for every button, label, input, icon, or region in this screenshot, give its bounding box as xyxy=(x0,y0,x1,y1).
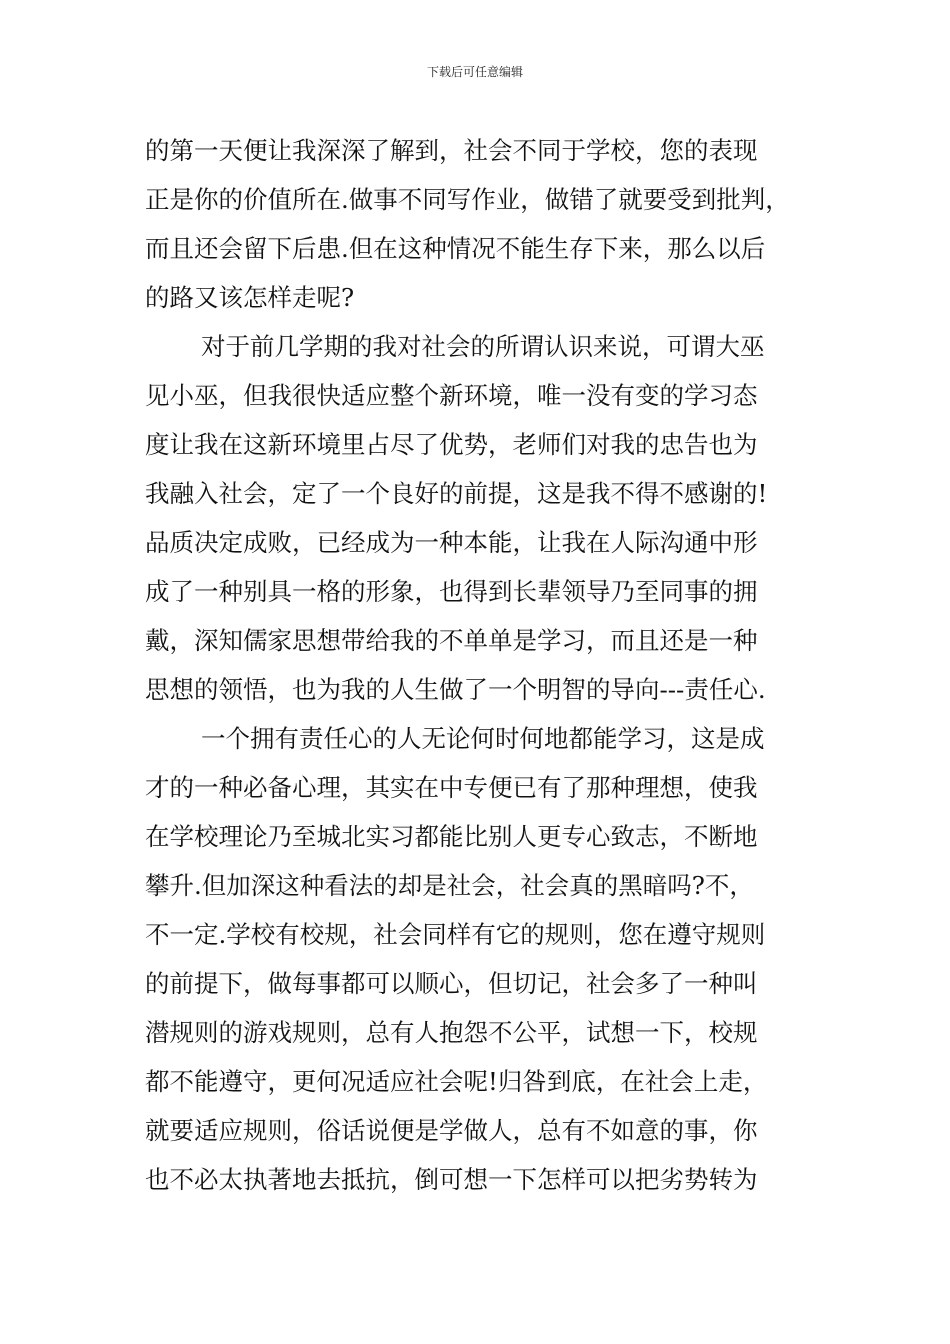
text-line: 品质决定成败，已经成为一种本能，让我在人际沟通中形 xyxy=(145,528,758,557)
text-line: 成了一种别具一格的形象，也得到长辈领导乃至同事的拥 xyxy=(145,577,758,606)
text-line: 而且还会留下后患.但在这种情况不能生存下来，那么以后 xyxy=(145,234,766,263)
text-line: 才的一种必备心理，其实在中专便已有了那种理想，使我 xyxy=(145,773,758,802)
text-line: 不一定.学校有校规，社会同样有它的规则，您在遵守规则 xyxy=(145,920,766,949)
text-line: 都不能遵守，更何况适应社会呢!归咎到底，在社会上走， xyxy=(145,1067,768,1096)
text-line: 在学校理论乃至城北实习都能比别人更专心致志，不断地 xyxy=(145,822,758,851)
text-line: 的路又该怎样走呢? xyxy=(145,283,355,312)
document-body xyxy=(145,126,815,1204)
text-line: 的前提下，做每事都可以顺心，但切记，社会多了一种叫 xyxy=(145,969,758,998)
text-line: 正是你的价值所在.做事不同写作业，做错了就要受到批判， xyxy=(145,185,790,214)
page-header: 下载后可任意编辑 xyxy=(426,65,523,79)
text-line: 见小巫，但我很快适应整个新环境，唯一没有变的学习态 xyxy=(145,381,758,410)
text-line: 就要适应规则，俗话说便是学做人，总有不如意的事，你 xyxy=(145,1116,758,1145)
text-line: 戴，深知儒家思想带给我的不单单是学习，而且还是一种 xyxy=(145,626,758,655)
text-line: 一个拥有责任心的人无论何时何地都能学习，这是成 xyxy=(201,724,765,753)
text-line: 思想的领悟，也为我的人生做了一个明智的导向---责任心. xyxy=(145,675,766,704)
text-line: 度让我在这新环境里占尽了优势，老师们对我的忠告也为 xyxy=(145,430,758,459)
text-line: 潜规则的游戏规则，总有人抱怨不公平，试想一下，校规 xyxy=(145,1018,758,1047)
text-line: 也不必太执著地去抵抗，倒可想一下怎样可以把劣势转为 xyxy=(145,1165,758,1194)
text-line: 的第一天便让我深深了解到，社会不同于学校，您的表现 xyxy=(145,136,758,165)
text-line: 攀升.但加深这种看法的却是社会，社会真的黑暗吗?不， xyxy=(145,871,754,900)
text-line: 对于前几学期的我对社会的所谓认识来说，可谓大巫 xyxy=(201,332,765,361)
text-line: 我融入社会，定了一个良好的前提，这是我不得不感谢的! xyxy=(145,479,768,508)
